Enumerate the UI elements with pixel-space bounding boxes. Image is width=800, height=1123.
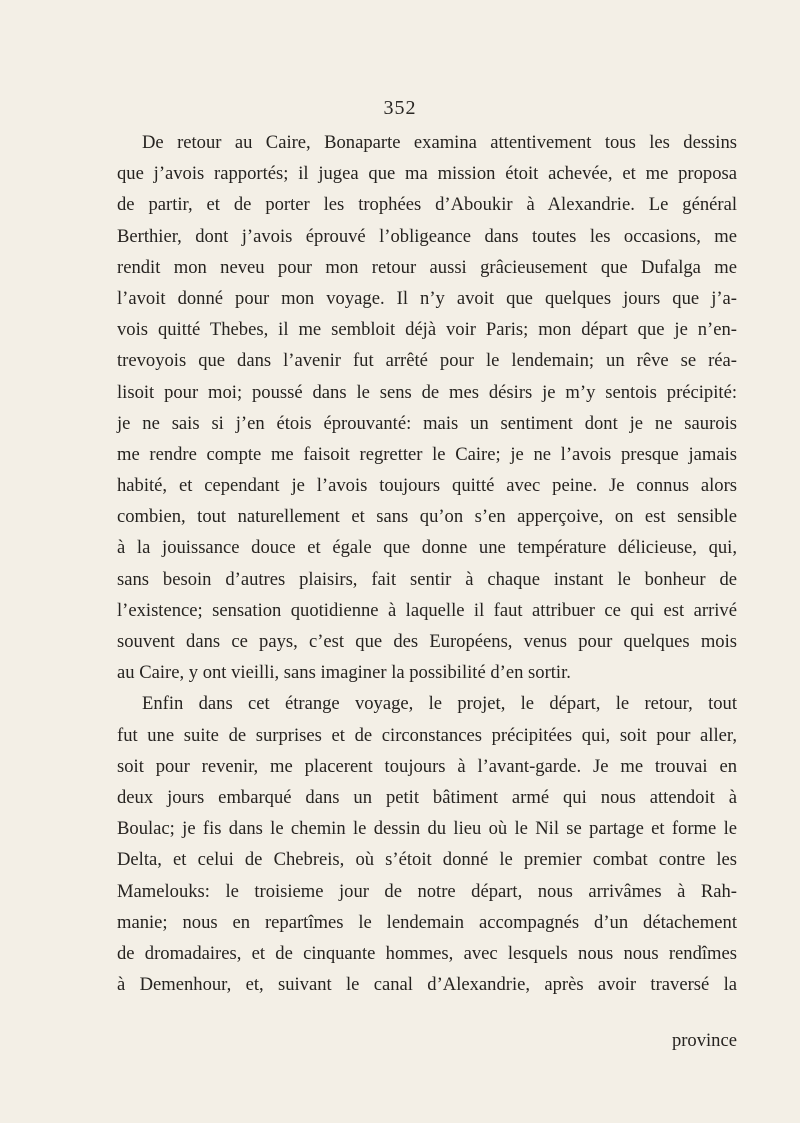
paragraph-1 [117,127,737,688]
text-line: Mamelouks: le troisieme jour de notre départ, nous arrivâmes à Rah- [117,880,737,902]
text-line: combien, tout naturellement et sans qu’on s’en apperçoive, on est sensible [117,506,737,528]
text-line: de dromadaires, et de cinquante hommes, avec lesquels nous nous rendîmes [117,942,737,964]
text-line: me rendre compte me faisoit regretter le Caire; je ne l’avois presque jamais [117,443,737,465]
text-line: Boulac; je fis dans le chemin le dessin du lieu où le Nil se partage et forme le [117,818,737,840]
text-line: l’avoit donné pour mon voyage. Il n’y avoit que quelques jours que j’a- [117,287,737,309]
text-line: de partir, et de porter les trophées d’Aboukir à Alexandrie. Le général [117,194,737,216]
text-line: deux jours embarqué dans un petit bâtiment armé qui nous attendoit à [117,786,737,808]
catchword: province [671,1030,737,1051]
text-line: fut une suite de surprises et de circonstances précipitées qui, soit pour aller, [117,724,737,746]
text-line: souvent dans ce pays, c’est que des Européens, venus pour quelques mois [117,631,737,652]
body-text [117,127,737,1000]
text-line: sans besoin d’autres plaisirs, fait sentir à chaque instant le bonheur de [117,568,737,590]
text-line: Enfin dans cet étrange voyage, le projet, le départ, le retour, tout [142,693,737,715]
text-line: je ne sais si j’en étois éprouvanté: mais un sentiment dont je ne saurois [117,412,737,434]
text-line: l’existence; sensation quotidienne à laquelle il faut attribuer ce qui est arrivé [117,599,737,621]
text-line: à Demenhour, et, suivant le canal d’Alexandrie, après avoir traversé la [117,974,737,996]
page-number: 352 [383,97,417,119]
paragraph-2 [117,688,737,1000]
text-line: au Caire, y ont vieilli, sans imaginer la possibilité d’en sortir. [117,662,571,684]
text-line: trevoyois que dans l’avenir fut arrêté pour le lendemain; un rêve se réa- [117,350,737,372]
text-line: De retour au Caire, Bonaparte examina attentivement tous les dessins [142,132,737,153]
text-line: lisoit pour moi; poussé dans le sens de mes désirs je m’y sentois précipité: [117,381,737,403]
text-line: Delta, et celui de Chebreis, où s’étoit donné le premier combat contre les [117,849,737,871]
text-line: vois quitté Thebes, il me sembloit déjà voir Paris; mon départ que je n’en- [117,319,737,341]
text-line: que j’avois rapportés; il jugea que ma mission étoit achevée, et me proposa [117,163,737,185]
text-line: manie; nous en repartîmes le lendemain accompagnés d’un détachement [117,911,737,933]
text-line: soit pour revenir, me placerent toujours à l’avant-garde. Je me trouvai en [117,755,737,777]
text-line: rendit mon neveu pour mon retour aussi grâcieusement que Dufalga me [117,256,737,278]
text-line: habité, et cependant je l’avois toujours quitté avec peine. Je connus alors [117,475,737,497]
text-line: Berthier, dont j’avois éprouvé l’obligeance dans toutes les occasions, me [117,225,737,247]
text-line: à la jouissance douce et égale que donne une température délicieuse, qui, [117,537,737,559]
